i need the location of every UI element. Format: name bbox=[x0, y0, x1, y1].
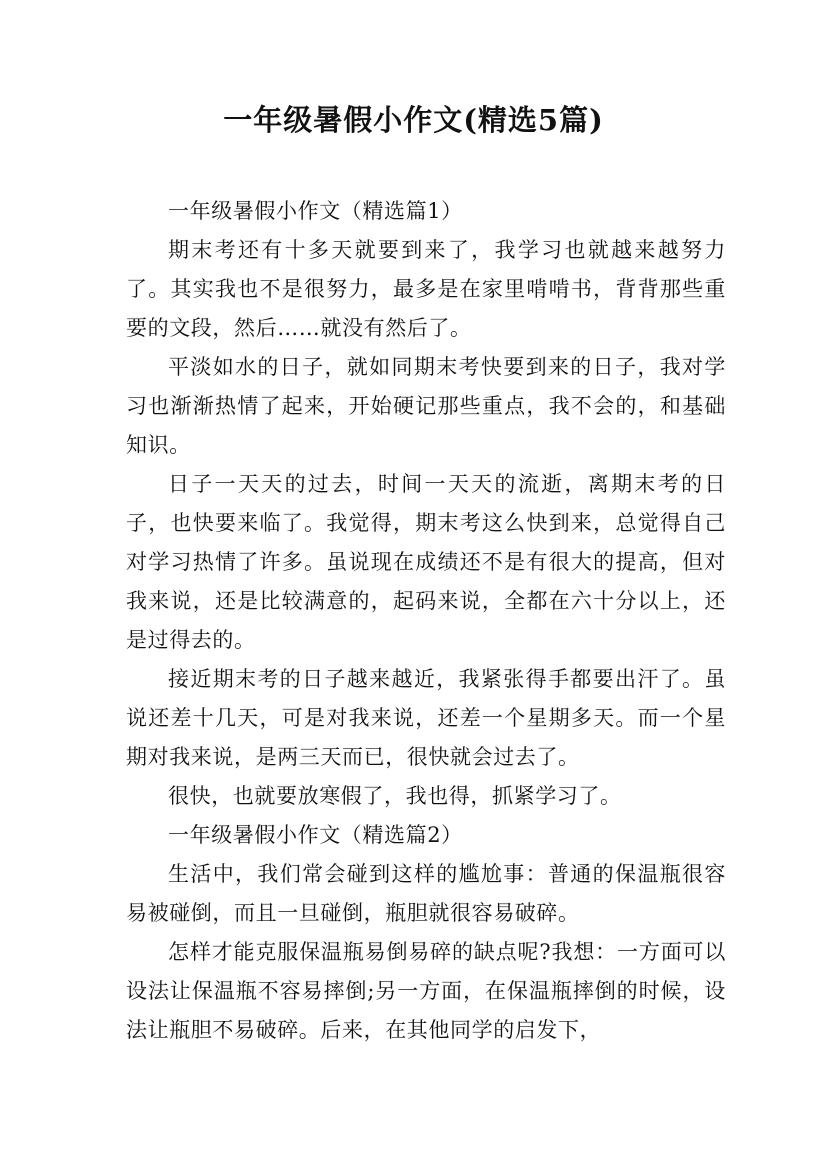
section-heading-2: 一年级暑假小作文（精选篇2） bbox=[168, 823, 463, 847]
section-heading-1: 一年级暑假小作文（精选篇1） bbox=[168, 199, 463, 223]
paragraph: 很快，也就要放寒假了，我也得，抓紧学习了。 bbox=[168, 784, 622, 808]
paragraph: 平淡如水的日子，就如同期末考快要到来的日子，我对学习也渐渐热情了起来，开始硬记那些重点，我不会的，和基础知识。 bbox=[126, 355, 726, 457]
paragraph: 怎样才能克服保温瓶易倒易碎的缺点呢?我想：一方面可以设法让保温瓶不容易摔倒;另一方面，在保温瓶摔倒的时候，设法让瓶胆不易破碎。后来，在其他同学的启发下， bbox=[126, 940, 726, 1042]
paragraph: 日子一天天的过去，时间一天天的流逝，离期末考的日子，也快要来临了。我觉得，期末考这么快到来，总觉得自己对学习热情了许多。虽说现在成绩还不是有很大的提高，但对我来说，还是比较满意的，起码来说，全都在六十分以上，还是过得去的。 bbox=[126, 472, 726, 652]
document-body bbox=[126, 192, 726, 1050]
paragraph: 接近期末考的日子越来越近，我紧张得手都要出汗了。虽说还差十几天，可是对我来说，还差一个星期多天。而一个星期对我来说，是两三天而已，很快就会过去了。 bbox=[126, 667, 726, 769]
document-title: 一年级暑假小作文(精选5篇) bbox=[223, 103, 604, 137]
paragraph: 期末考还有十多天就要到来了，我学习也就越来越努力了。其实我也不是很努力，最多是在家里啃啃书，背背那些重要的文段，然后……就没有然后了。 bbox=[126, 238, 726, 340]
paragraph: 生活中，我们常会碰到这样的尴尬事：普通的保温瓶很容易被碰倒，而且一旦碰倒，瓶胆就很容易破碎。 bbox=[126, 862, 726, 925]
